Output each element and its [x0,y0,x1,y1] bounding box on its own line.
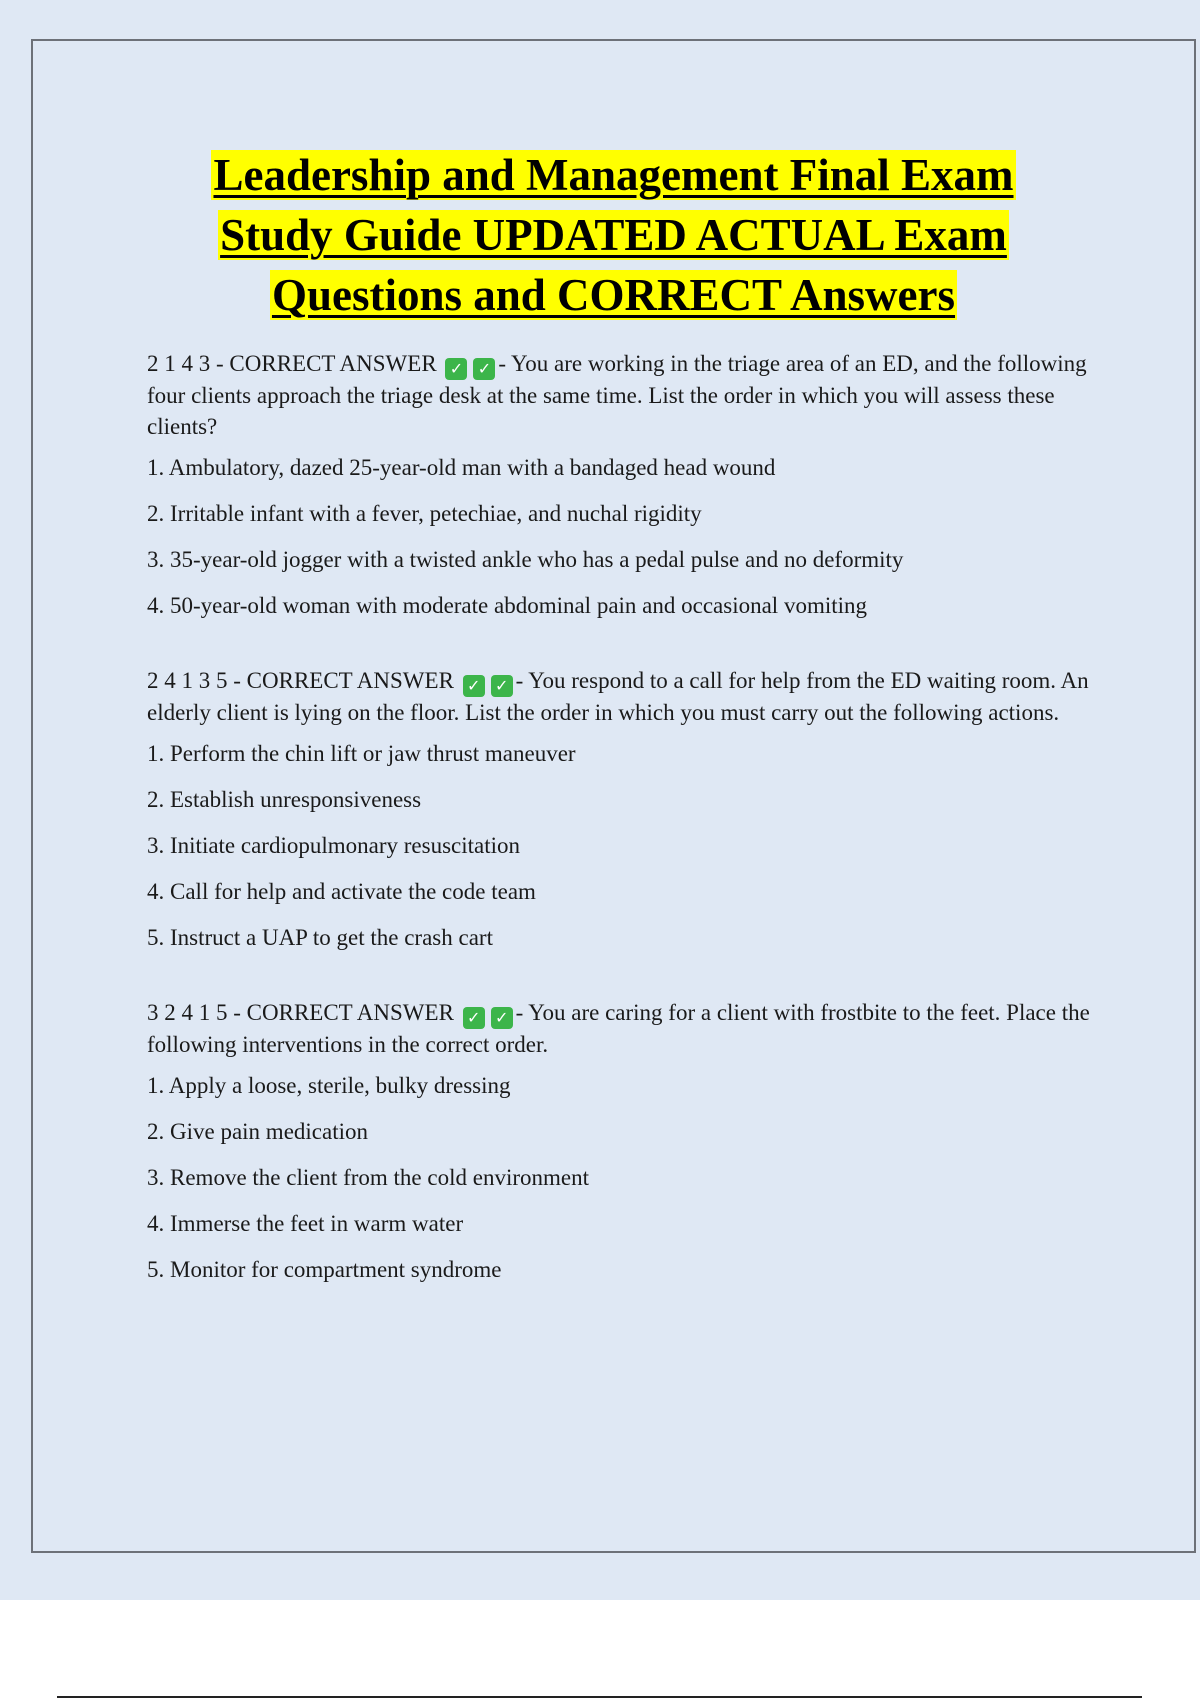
option-item: 1. Ambulatory, dazed 25-year-old man with a bandaged head wound [147,455,776,480]
answer-prefix: 3 2 4 1 5 - CORRECT ANSWER [147,1000,454,1025]
document-title [33,145,1194,325]
check-icon: ✓ [445,358,467,380]
check-icon: ✓ [463,675,485,697]
option-item: 3. 35-year-old jogger with a twisted ankle who has a pedal pulse and no deformity [147,547,904,572]
question-text [147,665,1122,728]
option-item: 4. Immerse the feet in warm water [147,1211,464,1236]
answer-prefix: 2 4 1 3 5 - CORRECT ANSWER [147,668,454,693]
option-item: 1. Apply a loose, sterile, bulky dressing [147,1073,511,1098]
question-block [147,665,1122,953]
questions-list [147,348,1122,1300]
question-body: - You are working in the triage area of an ED, and the following four clients approach the triage desk at the same time. List the order in which you will assess these clients? [147,351,1087,439]
option-item: 3. Initiate cardiopulmonary resuscitation [147,833,520,858]
option-item: 4. 50-year-old woman with moderate abdominal pain and occasional vomiting [147,593,868,618]
check-icon: ✓ [473,358,495,380]
question-block [147,997,1122,1285]
answer-prefix: 2 1 4 3 - CORRECT ANSWER [147,351,437,376]
question-body: - You are caring for a client with frostbite to the feet. Place the following interventions in the correct order. [147,1000,1090,1057]
check-icon: ✓ [491,1007,513,1029]
title-line: Questions and CORRECT Answers [271,270,956,320]
option-item: 5. Instruct a UAP to get the crash cart [147,925,493,950]
document-page [31,39,1196,1553]
option-item: 2. Give pain medication [147,1119,368,1144]
check-icon: ✓ [463,1007,485,1029]
check-icon: ✓ [491,675,513,697]
title-line: Leadership and Management Final Exam [213,150,1014,200]
question-block [147,348,1122,621]
option-item: 1. Perform the chin lift or jaw thrust maneuver [147,741,576,766]
option-item: 3. Remove the client from the cold environment [147,1165,589,1190]
footer-divider [57,1696,1142,1698]
option-item: 2. Establish unresponsiveness [147,787,422,812]
question-text [147,997,1122,1060]
option-item: 5. Monitor for compartment syndrome [147,1257,502,1282]
title-line: Study Guide UPDATED ACTUAL Exam [220,210,1007,260]
question-body: - You respond to a call for help from the ED waiting room. An elderly client is lying on the floor. List the order in which you must carry out the following actions. [147,668,1089,725]
option-item: 2. Irritable infant with a fever, petechiae, and nuchal rigidity [147,501,702,526]
option-item: 4. Call for help and activate the code team [147,879,536,904]
question-text [147,348,1122,442]
